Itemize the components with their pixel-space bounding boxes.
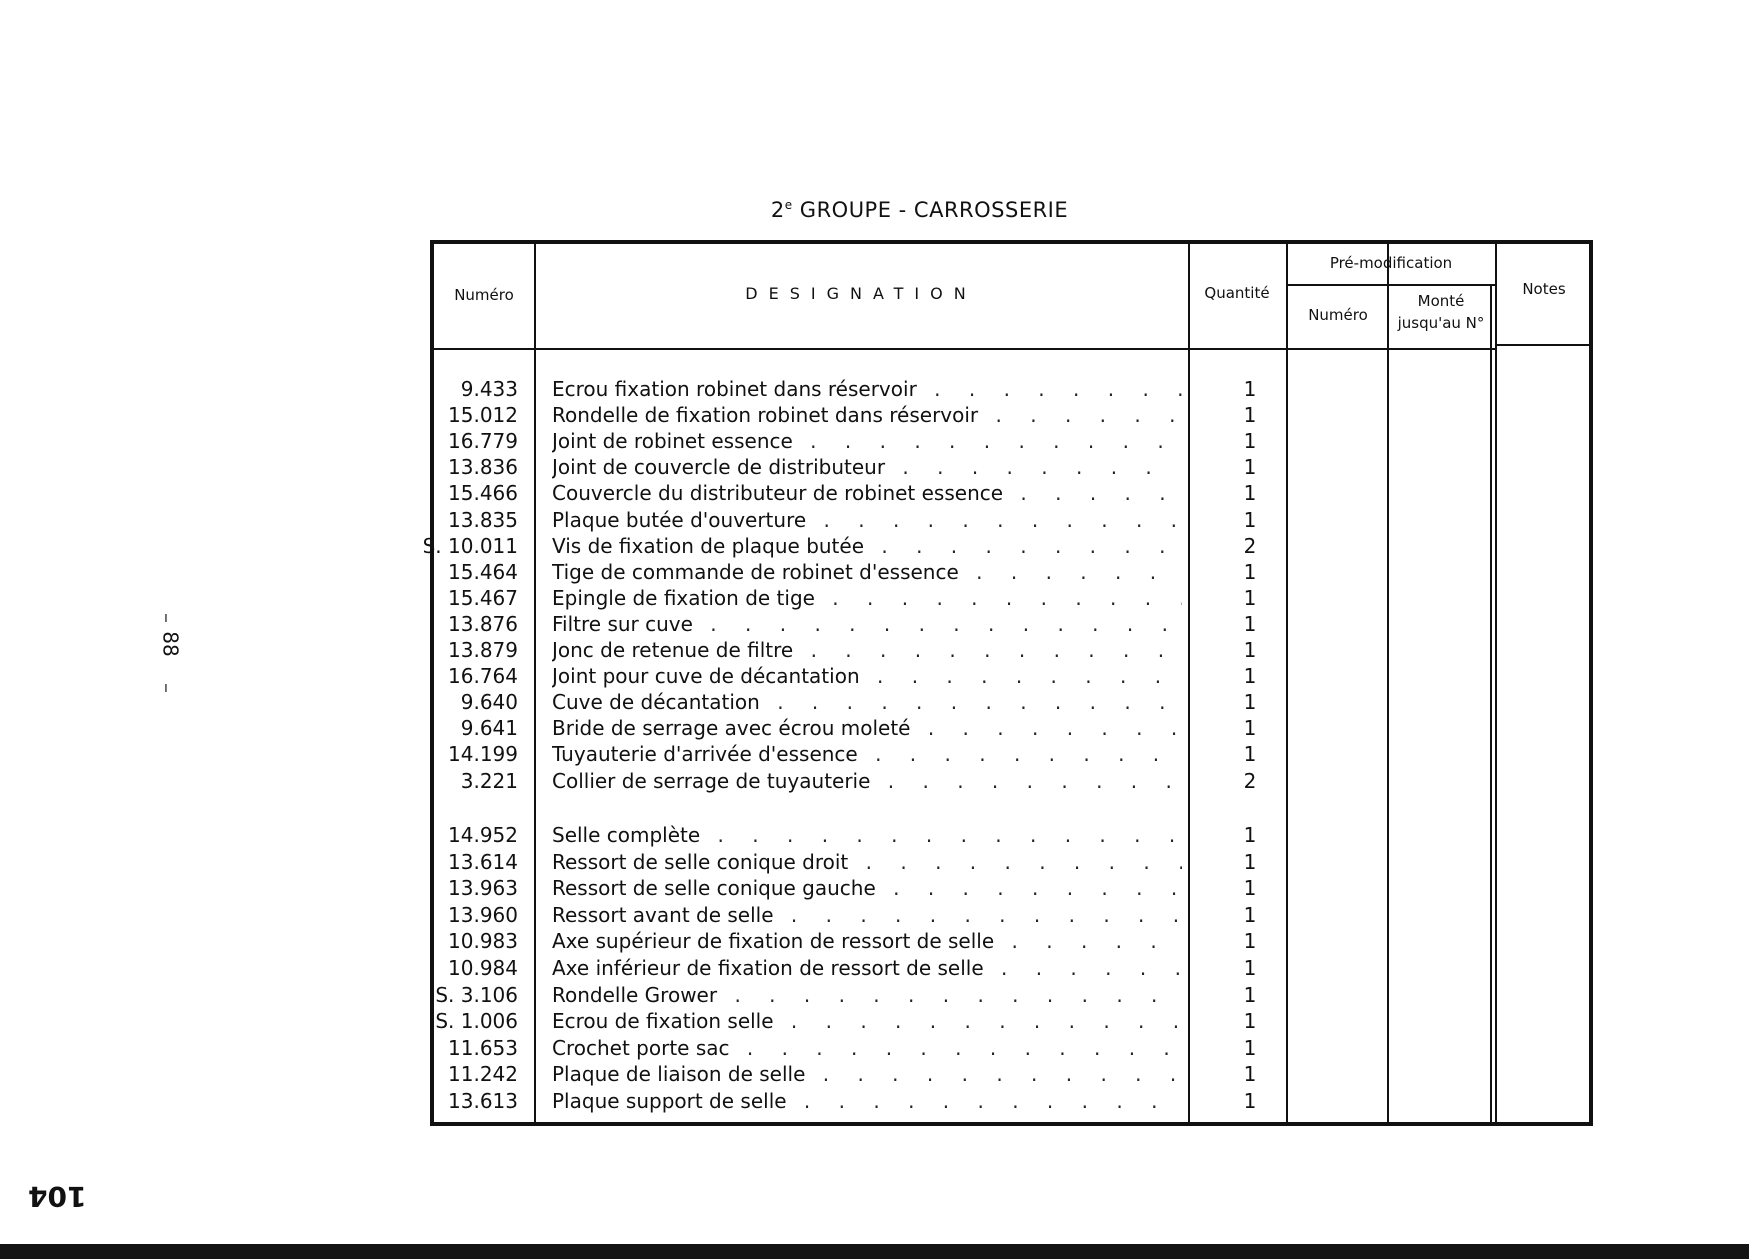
part-designation-text: Joint de couvercle de distributeur	[552, 455, 886, 480]
part-quantity: 1	[1243, 1089, 1257, 1113]
part-quantity: 1	[1243, 716, 1257, 741]
part-quantity: 1	[1243, 1035, 1257, 1060]
part-designation-text: Tuyauterie d'arrivée d'essence	[552, 742, 858, 767]
part-quantity: 1	[1243, 742, 1257, 767]
part-quantity: 1	[1243, 377, 1257, 401]
part-designation	[552, 822, 1182, 848]
table-row	[434, 689, 1589, 715]
part-designation	[552, 376, 1182, 402]
table-row	[434, 507, 1589, 533]
part-designation	[552, 768, 1182, 794]
header-notes: Notes	[1522, 280, 1566, 298]
part-number: S. 10.011	[422, 533, 518, 558]
part-number: 10.983	[448, 929, 518, 954]
part-number: 3.221	[460, 768, 518, 793]
table-row	[434, 1035, 1589, 1061]
header-rule-quantite	[1190, 348, 1286, 350]
header-rule-notes	[1497, 344, 1591, 346]
header-numero: Numéro	[454, 286, 514, 304]
table-row	[434, 875, 1589, 901]
part-number: 13.613	[448, 1089, 518, 1113]
table-row	[422, 533, 1589, 559]
table-row	[434, 1088, 1589, 1114]
header-pre-modification: Pré-modification	[1329, 254, 1453, 272]
part-designation	[552, 480, 1182, 506]
header-jusquau: jusqu'au N°	[1397, 314, 1485, 332]
part-quantity: 1	[1243, 902, 1257, 927]
part-number: S. 1.006	[435, 1009, 518, 1034]
part-designation	[552, 849, 1182, 875]
part-designation	[552, 928, 1182, 954]
part-number: 13.879	[448, 638, 518, 662]
part-quantity: 2	[1243, 533, 1257, 558]
part-designation-text: Rondelle Grower	[552, 982, 718, 1007]
part-designation	[552, 663, 1182, 689]
part-designation-text: Plaque de liaison de selle	[552, 1062, 806, 1087]
part-designation-text: Epingle de fixation de tige	[552, 585, 815, 610]
part-number: 13.876	[448, 611, 518, 636]
table-row	[434, 402, 1589, 428]
header-pre-numero: Numéro	[1308, 306, 1368, 324]
header-rule-pre-cols	[1287, 348, 1495, 350]
part-number: 13.614	[448, 849, 518, 874]
part-designation	[552, 585, 1182, 611]
part-number: 14.199	[448, 742, 518, 767]
part-number: 15.464	[448, 559, 518, 584]
part-designation	[552, 902, 1182, 928]
part-quantity: 1	[1243, 481, 1257, 506]
part-quantity: 1	[1243, 585, 1257, 610]
margin-dash-top: ı	[164, 610, 168, 626]
part-designation-text: Selle complète	[552, 823, 701, 847]
part-number: 16.779	[448, 429, 518, 454]
part-designation-text: Joint pour cuve de décantation	[552, 664, 860, 689]
part-designation	[552, 428, 1182, 454]
part-designation-text: Collier de serrage de tuyauterie	[552, 768, 871, 793]
part-designation	[552, 689, 1182, 715]
part-quantity: 1	[1243, 638, 1257, 662]
header-quantite: Quantité	[1204, 284, 1270, 302]
part-designation-text: Cuve de décantation	[552, 690, 760, 715]
part-designation-text: Axe supérieur de fixation de ressort de selle	[552, 929, 995, 954]
part-designation-text: Jonc de retenue de filtre	[552, 638, 794, 662]
part-number: 9.433	[460, 377, 518, 401]
table-row	[434, 955, 1589, 981]
part-designation-text: Tige de commande de robinet d'essence	[552, 559, 959, 584]
table-row	[434, 902, 1589, 928]
part-quantity: 1	[1243, 559, 1257, 584]
part-quantity: 1	[1243, 455, 1257, 480]
part-quantity: 1	[1243, 1062, 1257, 1087]
part-designation-text: Joint de robinet essence	[552, 429, 793, 454]
part-number: 14.952	[448, 823, 518, 847]
header-rule-designation	[534, 348, 1188, 350]
table-row	[434, 454, 1589, 480]
part-designation	[552, 1008, 1182, 1034]
part-number: 15.466	[448, 481, 518, 506]
part-number: 16.764	[448, 664, 518, 689]
table-row	[434, 663, 1589, 689]
part-designation	[552, 955, 1182, 981]
part-designation-text: Ressort de selle conique droit	[552, 849, 849, 874]
part-quantity: 1	[1243, 849, 1257, 874]
group-label: GROUPE - CARROSSERIE	[799, 198, 1069, 222]
page-title	[0, 198, 1749, 222]
part-number: 15.467	[448, 585, 518, 610]
group-number-suffix: e	[784, 198, 793, 212]
parts-table	[422, 240, 1593, 1126]
part-quantity: 1	[1243, 507, 1257, 532]
part-number: 9.641	[460, 716, 518, 741]
scan-edge-bar	[0, 1244, 1749, 1259]
part-quantity: 2	[1243, 768, 1257, 793]
table-row	[434, 982, 1589, 1008]
table-row	[434, 822, 1589, 848]
part-quantity: 1	[1243, 403, 1257, 428]
table-row	[434, 768, 1589, 794]
part-designation-text: Vis de fixation de plaque butée	[552, 533, 865, 558]
part-designation	[552, 1061, 1182, 1087]
part-number: 13.836	[448, 455, 518, 480]
table-row	[434, 637, 1589, 663]
part-quantity: 1	[1243, 956, 1257, 980]
part-designation-text: Ecrou fixation robinet dans réservoir	[552, 377, 917, 401]
table-row	[434, 428, 1589, 454]
part-designation	[552, 559, 1182, 585]
table-row	[434, 928, 1589, 954]
table-row	[434, 849, 1589, 875]
part-quantity: 1	[1243, 929, 1257, 954]
part-designation	[552, 454, 1182, 480]
page-number: 104	[28, 1180, 87, 1213]
part-number: 11.653	[448, 1035, 518, 1060]
part-quantity: 1	[1243, 823, 1257, 847]
part-designation	[552, 715, 1182, 741]
header-monte: Monté	[1417, 292, 1465, 310]
part-designation	[552, 875, 1182, 901]
part-designation	[552, 741, 1182, 767]
part-number: 11.242	[448, 1062, 518, 1087]
header-rule-numero	[434, 348, 534, 350]
part-designation-text: Bride de serrage avec écrou moleté	[552, 716, 911, 741]
table-row	[434, 1061, 1589, 1087]
part-quantity: 1	[1243, 690, 1257, 715]
group-number: 2	[770, 198, 785, 222]
part-designation-text: Ecrou de fixation selle	[552, 1009, 774, 1034]
part-designation-text: Crochet porte sac	[552, 1035, 730, 1060]
part-designation	[552, 1035, 1182, 1061]
part-designation-text: Plaque butée d'ouverture	[552, 507, 807, 532]
part-designation-text: Ressort de selle conique gauche	[552, 876, 876, 901]
part-designation	[552, 611, 1182, 637]
part-number: 10.984	[448, 956, 518, 980]
header-designation: DESIGNATION	[745, 284, 977, 303]
part-number: 9.640	[460, 690, 518, 715]
part-quantity: 1	[1243, 429, 1257, 454]
part-designation-text: Filtre sur cuve	[552, 611, 693, 636]
part-number: 13.960	[448, 902, 518, 927]
part-designation-text: Axe inférieur de fixation de ressort de selle	[552, 956, 984, 980]
part-designation	[552, 507, 1182, 533]
side-mark: 88	[158, 631, 183, 657]
part-quantity: 1	[1243, 611, 1257, 636]
part-designation	[552, 637, 1182, 663]
part-designation	[552, 533, 1182, 559]
part-designation-text: Couvercle du distributeur de robinet essence	[552, 481, 1004, 506]
margin-dash-bottom: ı	[164, 680, 168, 696]
header-rule-pre-modification	[1287, 284, 1495, 286]
table-row	[434, 480, 1589, 506]
part-quantity: 1	[1243, 982, 1257, 1007]
part-designation	[552, 402, 1182, 428]
part-designation-text: Plaque support de selle	[552, 1089, 787, 1113]
table-row	[434, 741, 1589, 767]
table-row	[434, 611, 1589, 637]
part-number: 15.012	[448, 403, 518, 428]
table-row	[434, 1008, 1589, 1034]
part-quantity: 1	[1243, 1009, 1257, 1034]
part-quantity: 1	[1243, 664, 1257, 689]
part-number: 13.835	[448, 507, 518, 532]
part-designation	[552, 982, 1182, 1008]
part-designation	[552, 1088, 1182, 1114]
part-quantity: 1	[1243, 876, 1257, 901]
table-row	[434, 715, 1589, 741]
table-row	[434, 585, 1589, 611]
table-row	[434, 559, 1589, 585]
part-designation-text: Ressort avant de selle	[552, 902, 774, 927]
part-number: 13.963	[448, 876, 518, 901]
part-designation-text: Rondelle de fixation robinet dans réservoir	[552, 403, 979, 428]
table-row	[434, 376, 1589, 402]
part-number: S. 3.106	[435, 982, 518, 1007]
